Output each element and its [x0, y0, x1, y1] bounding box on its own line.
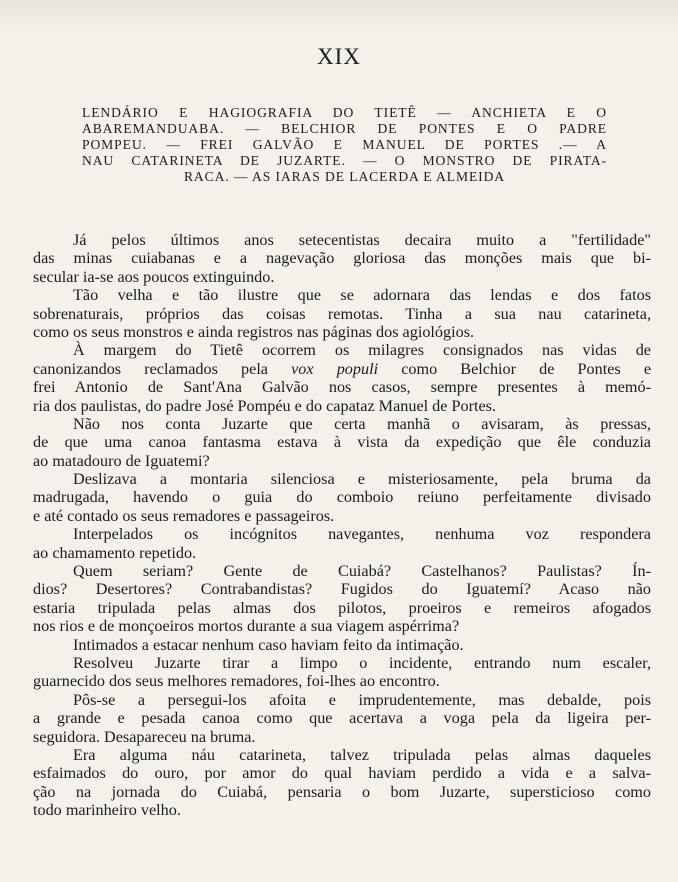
body-line: como os seus monstros e ainda registros nas páginas dos agiológios.: [33, 322, 475, 341]
body-line: ria dos paulistas, do padre José Pompéu e do capataz Manuel de Portes.: [33, 396, 497, 415]
body-line: de que uma canoa fantasma estava à vista da expedição que êle conduzia: [33, 433, 651, 452]
latin-phrase: vox populi: [291, 359, 379, 378]
body-line: estaria tripulada pelas almas dos pilotos, proeiros e remeiros afogados: [33, 598, 651, 617]
body-line: canonizandos reclamados pela vox populi como Belchior de Pontes e: [33, 359, 651, 378]
body-line: Era alguma náu catarineta, talvez tripulada pelas almas daqueles: [73, 745, 651, 764]
summary-line: POMPEU. — FREI GALVÃO E MANUEL DE PORTES .— A: [82, 137, 607, 152]
body-line: ção na jornada do Cuiabá, pensaria o bom Juzarte, supersticioso como: [33, 782, 651, 801]
summary-line: ABAREMANDUABA. — BELCHIOR DE PONTES E O PADRE: [82, 121, 607, 136]
body-line: sobrenaturais, próprios das coisas remotas. Tinha a sua nau catarineta,: [33, 304, 651, 323]
body-line: esfaimados do ouro, por amor do qual haviam perdido a vida e a salva-: [33, 764, 651, 783]
chapter-number: XIX: [317, 44, 361, 69]
body-line: nos rios e de monçoeiros mortos durante a sua viagem aspérrima?: [33, 617, 460, 636]
body-line: madrugada, havendo o guia do comboio reiuno perfeitamente divisado: [33, 488, 651, 507]
body-text: [33, 231, 651, 820]
body-line: Já pelos últimos anos setecentistas decaira muito a "fertilidade": [73, 231, 651, 249]
body-line: Pôs-se a persegui-los afoita e imprudentemente, mas debalde, pois: [73, 690, 651, 709]
summary-line: NAU CATARINETA DE JUZARTE. — O MONSTRO DE PIRATA-: [82, 153, 607, 168]
chapter-summary: [82, 105, 607, 185]
body-line: Tão velha e tão ilustre que se adornara das lendas e dos fatos: [73, 286, 651, 305]
body-line: secular ia-se aos poucos extinguindo.: [33, 267, 275, 286]
body-line: seguidora. Desapareceu na bruma.: [33, 727, 256, 746]
body-line: frei Antonio de Sant'Ana Galvão nos casos, sempre presentes à memó-: [33, 378, 651, 397]
body-line: a grande e pesada canoa como que acertava a voga pela da ligeira per-: [33, 709, 651, 728]
body-line: e até contado os seus remadores e passageiros.: [33, 506, 335, 525]
summary-line: RACA. — AS IARAS DE LACERDA E ALMEIDA: [183, 169, 506, 184]
body-line: Intimados a estacar nenhum caso haviam feito da intimação.: [73, 635, 464, 654]
body-line: dios? Desertores? Contrabandistas? Fugidos do Iguatemí? Acaso não: [33, 580, 651, 599]
body-line: guarnecido dos seus melhores remadores, foi-lhes ao encontro.: [33, 672, 440, 691]
body-line: À margem do Tietê ocorrem os milagres consignados nas vidas de: [73, 341, 651, 360]
summary-line: LENDÁRIO E HAGIOGRAFIA DO TIETÊ — ANCHIETA E O: [82, 105, 607, 120]
body-line: Resolveu Juzarte tirar a limpo o incidente, entrando num escaler,: [73, 653, 651, 672]
body-line: Interpelados os incógnitos navegantes, nenhuma voz respondera: [73, 525, 651, 544]
bleed-through-shadow: [0, 0, 678, 30]
body-line: das minas cuiabanas e a nagevação gloriosa das monções mais que bi-: [33, 249, 651, 268]
body-line: Quem seriam? Gente de Cuiabá? Castelhanos? Paulistas? Ín-: [73, 562, 651, 581]
body-line: ao matadouro de Iguatemi?: [33, 451, 210, 470]
body-line: todo marinheiro velho.: [33, 801, 181, 820]
body-line: Deslizava a montaria silenciosa e misteriosamente, pela bruma da: [73, 470, 651, 489]
body-line: Não nos conta Juzarte que certa manhã o avisaram, às pressas,: [73, 414, 651, 433]
body-line: ao chamamento repetido.: [33, 543, 197, 562]
